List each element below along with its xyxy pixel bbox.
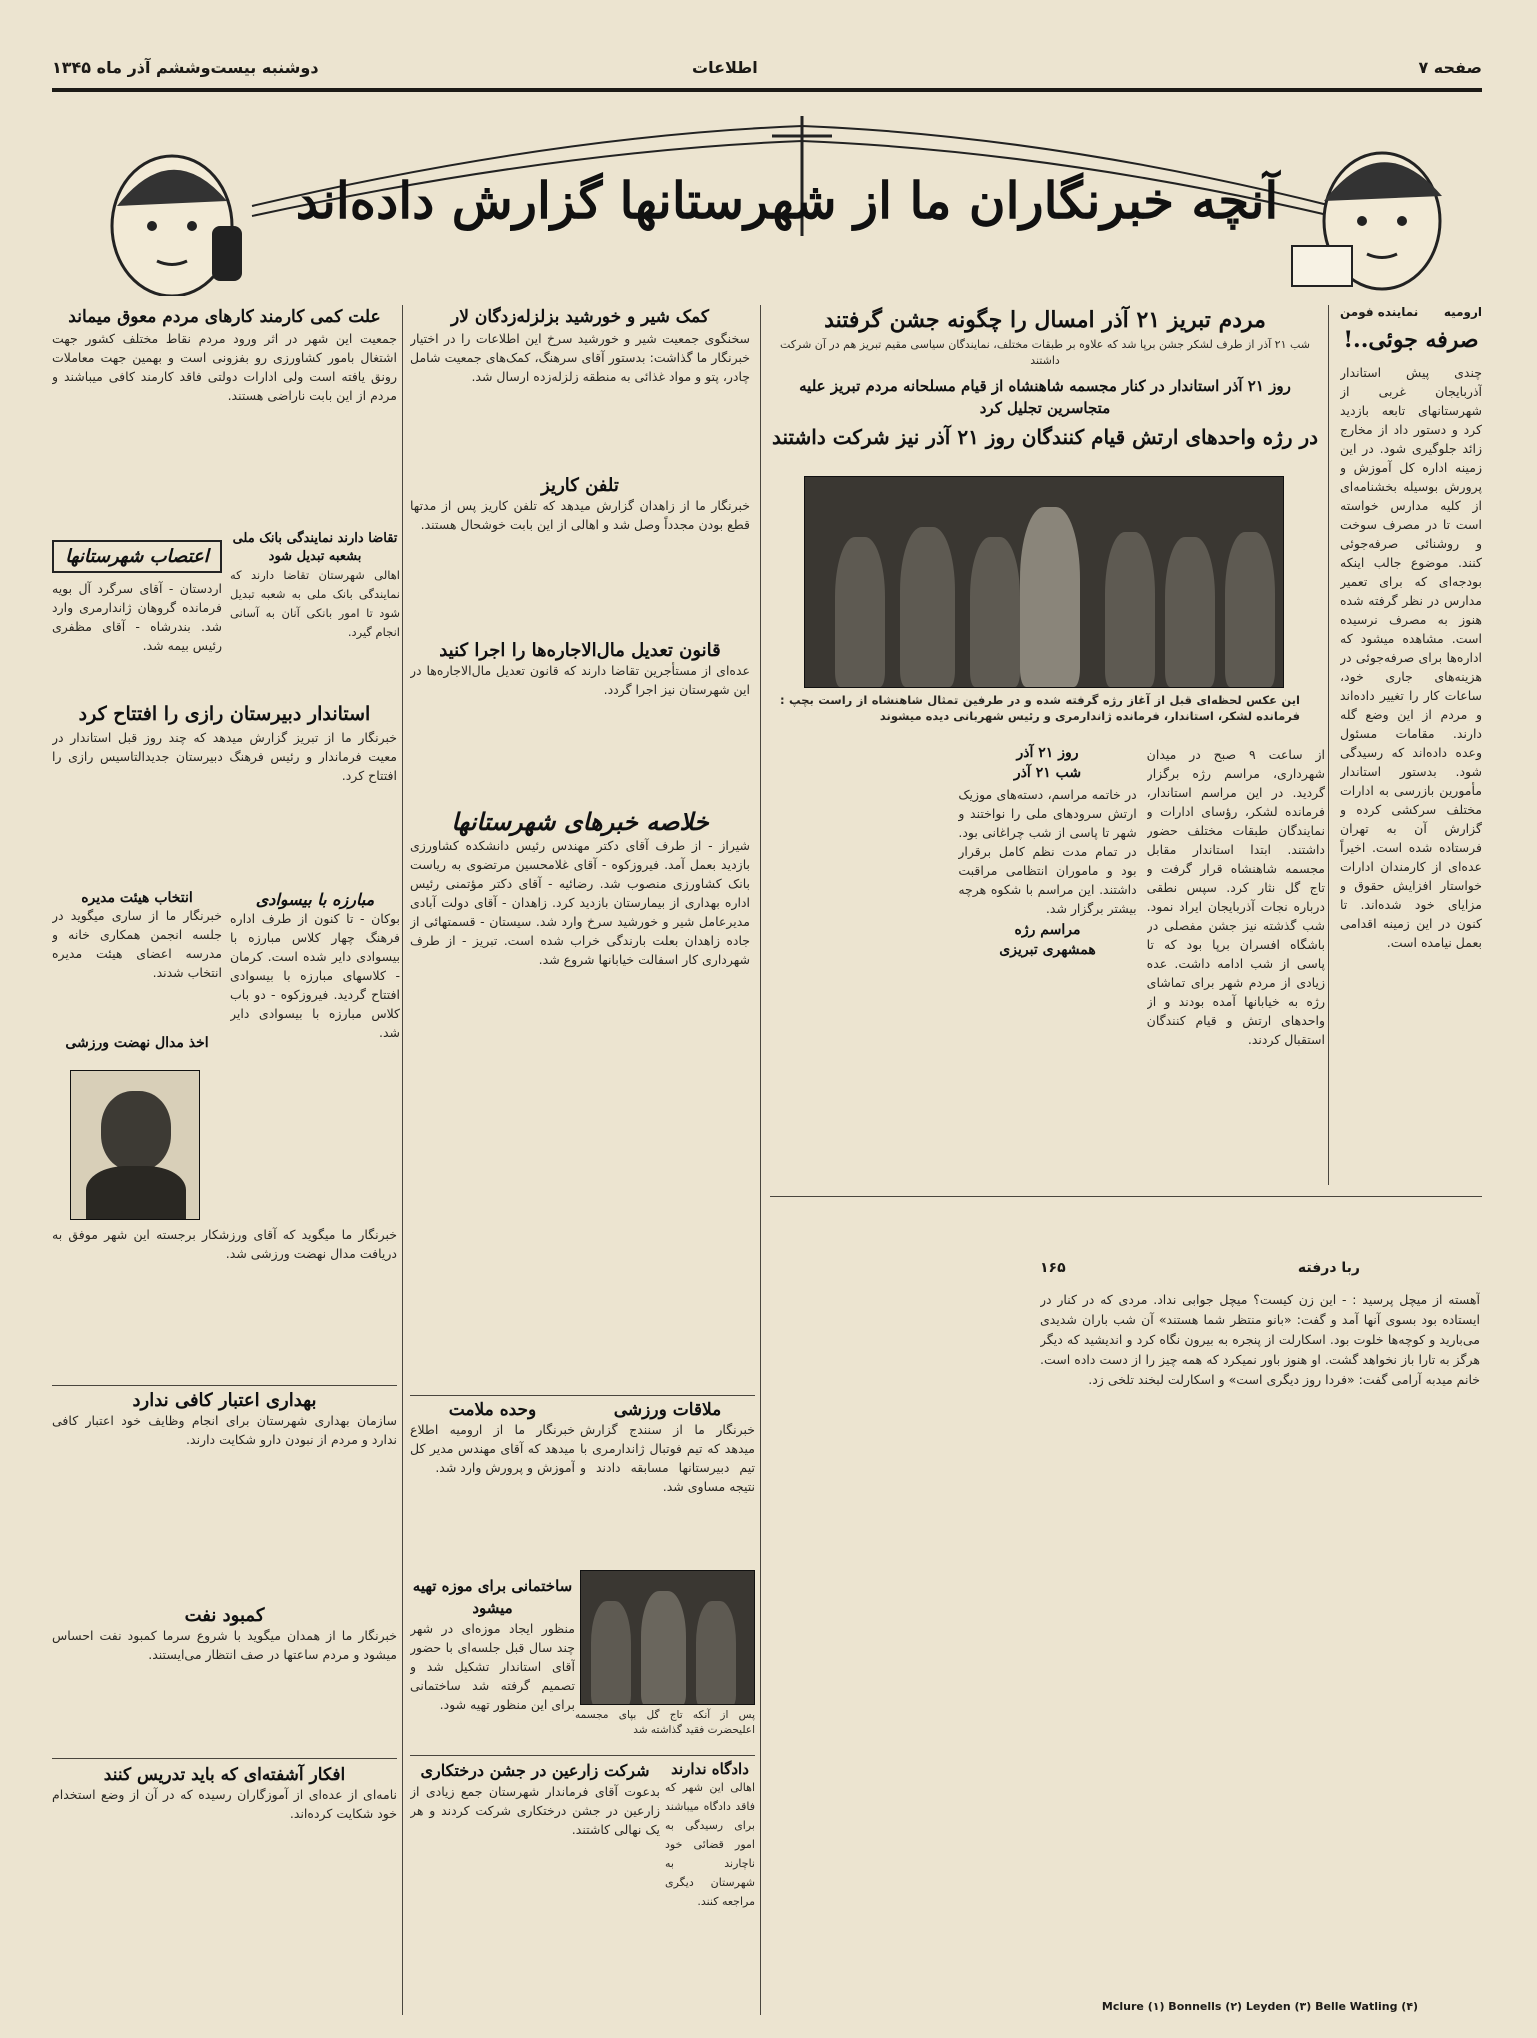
novel-footnotes: Mclure (۱) Bonnells (۲) Leyden (۳) Belle Watling (۴) [1101,2000,1419,2013]
banner [52,96,1482,296]
banner-title: آنچه خبرنگاران ما از شهرستانها گزارش داده‌اند [295,171,1279,230]
body-teachers: نامه‌ای از عده‌ای از آموزگاران رسیده که در آن از وضع استخدام خود شکایت کرده‌اند. [52,1787,397,1821]
headline-medal: اخذ مدال نهضت ورزشی [65,1035,209,1051]
headline-razi: استاندار دبیرستان رازی را افتتاح کرد [78,703,371,725]
literacy-story [230,890,400,1239]
headline-unity: وحده ملامت [448,1400,537,1420]
paper-name: اطلاعات [692,58,758,77]
body-literacy: بوکان - تا کنون از طرف اداره فرهنگ چهار کلاس مبارزه با بیسوادی دایر شده است. کرمان - کلاسهای مبارزه با بیسوادی افتتاح گردید. فیروزکوه - دو باب کلاس مبارزه با بیسوادی دایر شد. [230,911,400,1040]
col-right [1340,305,1482,1185]
headline-teachers: افکار آشفته‌ای که باید تدریس کنند [103,1765,346,1785]
body-medal: خبرنگار ما میگوید که آقای ورزشکار برجسته این شهر موفق به دریافت مدال نهضت ورزشی شد. [52,1227,397,1261]
board-story [52,890,222,1016]
novel-body: آهسته از میچل پرسید : - این زن کیست؟ میچل جوابی نداد. مردی که در کنار در ایستاده بود بسوی آنها آمد و گفت: «بانو منتظر شما هستند» آن شب باران شدیدی می‌بارید و کوچه‌ها خلوت بود. اسکارلت از پنجره به بیرون نگاه کرد و اندیشید که دیگر هرگز به تارا باز نخواهد گشت. او هنوز باور نمیکرد که همه چیز را از دست داده است. خانم میدبه آرامی گفت: «فردا روز دیگری است» و اسکارلت لبخند تلخی زد. [1040,1292,1480,1387]
headline-parade: در رژه واحدهای ارتش قیام کنندگان روز ۲۱ آذر نیز شرکت داشتند [771,425,1319,449]
separator [410,1755,755,1756]
separator [52,1385,397,1386]
novel-title: ربا درفته [1297,1260,1360,1276]
headline-literacy: مبارزه با بیسوادی [255,890,375,909]
photo-parade [804,476,1284,688]
reporter-left-icon [112,156,242,296]
museum-story [410,1575,575,1769]
photo-athlete [70,1070,200,1220]
issue-date: دوشنبه بیست‌وششم آذر ماه ۱۳۴۵ [52,58,319,77]
separator [402,305,403,2015]
story-number: ۱۶۵ [1040,1260,1066,1276]
tree-story [410,1760,660,1982]
headline-museum: ساختمانی برای موزه تهیه میشود [412,1577,573,1617]
separator [1328,305,1329,1185]
headline-tree: شرکت زارعین در جشن درختکاری [420,1761,650,1780]
medal-story [52,1035,222,1051]
sub-heading: شب ۲۱ آذر [1013,765,1082,781]
sports-story [580,1400,755,1570]
photo-caption-wreath: پس از آنکه تاج گل بپای مجسمه اعلیحضرت فقید گذاشته شد [575,1709,755,1736]
reporter-right-icon [1292,153,1442,289]
separator [770,1196,1482,1197]
headline-kariz: تلفن کاریز [541,475,619,496]
separator [410,1395,755,1396]
headline-lar: کمک شیر و خورشید بزلزله‌زدگان لار [451,307,709,327]
col-mid-left [410,305,750,1196]
story-body-a: از ساعت ۹ صبح در میدان شهرداری، مراسم رژه برگزار گردید. در این مراسم استاندار، فرمانده لشکر، رؤسای ادارات و نمایندگان طبقات مختلف حضور داشتند. ابتدا استاندار مقابل مجسمه شاهنشاه قرار گرفت و تاج گل نثار کرد. سپس نطقی درباره نجات آذربایجان ایراد نمود. شب گذشته نیز جشن مفصلی در باشگاه افسران برپا بود که تا پاسی از شب ادامه داشت. عده زیادی از مردم شهر برای تماشای رژه به خیابانها آمده بودند و از واحدهای ارتش و قیام کنندگان استقبال کردند. [1146,747,1325,1047]
health-story [52,1390,397,1601]
feature-body: اردستان - آقای سرگرد آل بویه فرمانده گروهان ژاندارمری وارد شد. بندرشاه - آقای مظفری رئیس بیمه شد. [52,581,222,653]
headline-board: انتخاب هیئت مدیره [81,890,193,906]
feature-title: اعتصاب شهرستانها [52,540,222,573]
headline-staff: علت کمی کارمند کارهای مردم معوق میماند [68,307,381,327]
body-oil: خبرنگار ما از همدان میگوید با شروع سرما کمبود نفت احساس میشود و مردم ساعتها در صف انتظار می‌ایستند. [52,1628,397,1662]
subhead-tabriz: شب ۲۱ آذر از طرف لشکر جشن برپا شد که علاوه بر طبقات مختلف، نمایندگان سیاسی مقیم تبریز هم در آن شرکت داشتند [779,338,1310,367]
sub-heading: همشهری تبریزی [999,942,1096,958]
tabriz-story-body [770,745,1325,1185]
oil-story [52,1605,397,1766]
headline-summary: خلاصه خبرهای شهرستانها [451,807,709,836]
body-unity: خبرنگار ما از ارومیه اطلاع میدهد که آقای مهندس مدیر کل آموزش و پرورش وارد شد. [410,1422,575,1475]
headline-tabriz: مردم تبریز ۲۱ آذر امسال را چگونه جشن گرفتند [824,307,1266,333]
body-kariz: خبرنگار ما از زاهدان گزارش میدهد که تلفن کاریز پس از مدتها قطع بودن مجدداً وصل شد و اهالی از این بابت خوشحال هستند. [410,498,750,532]
body-court: اهالی این شهر که فاقد دادگاه میباشند برای رسیدگی به امور قضائی خود ناچارند به شهرستان دیگری مراجعه کنند. [665,1781,755,1908]
masthead-rule [52,88,1482,92]
razi-story [52,700,397,848]
body-museum: منظور ایجاد موزه‌ای در شهر چند سال قبل جلسه‌ای با حضور آقای استاندار تشکیل شد و تصمیم گرفته شد ساختمانی برای این منظور تهیه شود. [410,1621,575,1712]
strike-feature [52,540,222,689]
col-left [52,305,397,489]
kicker-left: نماینده‌ فومن [1340,305,1419,319]
col-right-body: چندی پیش استاندار آذربایجان غربی از شهرستانهای تابعه بازدید کرد و دستور داد از مخارج زائد جلوگیری شود. در این زمینه اداره کل آموزش و پرورش بوسیله بخشنامه‌ای از کلیه مدارس خواسته است تا در مصرف سوخت و روشنائی صرفه‌جوئی کنند. موضوع جالب اینکه بودجه‌ای که برای تعمیر مدارس در نظر گرفته شده هنوز به مصرف نرسیده است. مشاهده میشود که اداره‌ها برای صرفه‌جوئی در هزینه‌های جاری خود، ساعات کار را تغییر داده‌اند و مردم از این وضع گله دارند. مقامات مسئول وعده داده‌اند که رسیدگی شود. بدستور استاندار مأمورین بازرسی به ادارات مختلف سرکشی کرده و گزارش آن به تهران فرستاده شده است. اخیراً عده‌ای از کارمندان ادارات خواستار افزایش حقوق و مزایای خود شده‌اند. تا کنون در این زمینه اقدامی بعمل نیامده است. [1340,365,1482,950]
body-bank: اهالی شهرستان تقاضا دارند که نمایندگی بانک ملی به شعبه تبدیل شود تا امور بانکی آنان به آسانی انجام گیرد. [230,568,400,639]
headline-sports: ملاقات ورزشی [613,1400,722,1420]
separator [52,1758,397,1759]
body-staff: جمعیت این شهر در اثر ورود مردم نقاط مختلف کشور جهت اشتغال بامور کشاورزی رو بفزونی است و بهمین جهت معاملات رونق یافته است ولی ادارات دولتی فاقد کارمند کافی میباشند و مردم از این بابت ناراضی هستند. [52,331,397,403]
body-board: خبرنگار ما از ساری میگوید در جلسه انجمن همکاری خانه و مدرسه اعضای هیئت مدیره انتخاب شدند. [52,908,222,980]
headline-health: بهداری اعتبار کافی ندارد [132,1390,317,1411]
kicker-right: ارومیه [1443,305,1482,319]
headline-rent: قانون تعدیل مال‌الاجاره‌ها را اجرا کنید [439,640,721,661]
page-number: صفحه ۷ [1418,58,1482,77]
masthead [52,50,1482,86]
headline-court: دادگاه ندارند [671,1760,749,1778]
unity-story [410,1400,575,1580]
sub-heading: روز ۲۱ آذر [1016,745,1079,761]
photo-caption: این عکس لحظه‌ای قبل از آغاز رژه گرفته شده و در طرفین تمثال شاهنشاه از راست بچپ : فرمانده لشکر، استاندار، فرمانده ژاندارمری و رئیس شهربانی دیده میشوند [780,693,1300,723]
body-summary: شیراز - از طرف آقای دکتر مهندس رئیس دانشکده کشاورزی بازدید بعمل آمد. فیروزکوه - آقای غلامحسین مرتضوی به ریاست بانک کشاورزی منصوب شد. رضائیه - آقای دکتر مؤتمنی رئیس اداره بهداری از بیمارستان بازدید کرد. زاهدان - آقای دولت آبادی مدیرعامل شیر و خورشید سرخ وارد شد. سیستان - قسمتهائی از جاده زاهدان بعلت بارندگی خراب شده است. تبریز - از طرف شهرداری کار اسفالت خیابانها شروع شد. [410,838,750,967]
body-razi: خبرنگار ما از تبریز گزارش میدهد که چند روز قبل استاندار در معیت فرماندار و رئیس فرهنگ دبیرستان جدیدالتاسیس رازی را افتتاح کرد. [52,730,397,783]
novel-header [1040,1260,1480,1280]
body-health: سازمان بهداری شهرستان برای انجام وظایف خود اعتبار کافی ندارد و مردم از نبودن دارو شکایت دارند. [52,1413,397,1447]
body-lar: سخنگوی جمعیت شیر و خورشید سرخ این اطلاعات را در اختیار خبرنگار ما گذاشت: بدستور آقای سرهنگ، کمک‌های جمعیت شامل چادر، پتو و مواد غذائی به منطقه زلزله‌زده ارسال شد. [410,331,750,384]
separator [760,305,761,2015]
body-tree: بدعوت آقای فرماندار شهرستان جمع زیادی از زارعین در جشن درختکاری شرکت کردند و هر یک نهالی کاشتند. [410,1784,660,1837]
headline-bank: تقاضا دارند نمایندگی بانک ملی بشعبه تبدیل شود [232,531,398,564]
col-center [770,305,1320,451]
body-rent: عده‌ای از مستأجرین تقاضا دارند که قانون تعدیل مال‌الاجاره‌ها در این شهرستان نیز اجرا گردد. [410,663,750,697]
headline-oil: کمبود نفت [184,1605,265,1626]
col-right-title: صرفه جوئی..! [1343,327,1479,353]
teachers-story [52,1765,397,1985]
body-sports: خبرنگار ما از سنندج گزارش میدهد که تیم فوتبال ژاندارمری با تیم دبیرستانها مسابقه دادند و نتیجه مساوی شد. [580,1422,755,1494]
headline-statue: روز ۲۱ آذر استاندار در کنار مجسمه شاهنشاه از قیام مسلحانه مردم تبریز علیه متجاسرین تجلیل کرد [799,377,1291,417]
photo-wreath [580,1570,755,1705]
bank-story [230,530,400,676]
story-body-b: در خاتمه مراسم، دسته‌های موزیک ارتش سرودهای ملی را نواختند و شهر تا پاسی از شب چراغانی بود. در تمام مدت نظم کامل برقرار بود و ماموران انتظامی مراقبت داشتند. این مراسم با شکوه هرچه بیشتر برگزار شد. [958,787,1137,916]
court-story [665,1760,755,1978]
sub-heading: مراسم رژه [1014,922,1081,938]
